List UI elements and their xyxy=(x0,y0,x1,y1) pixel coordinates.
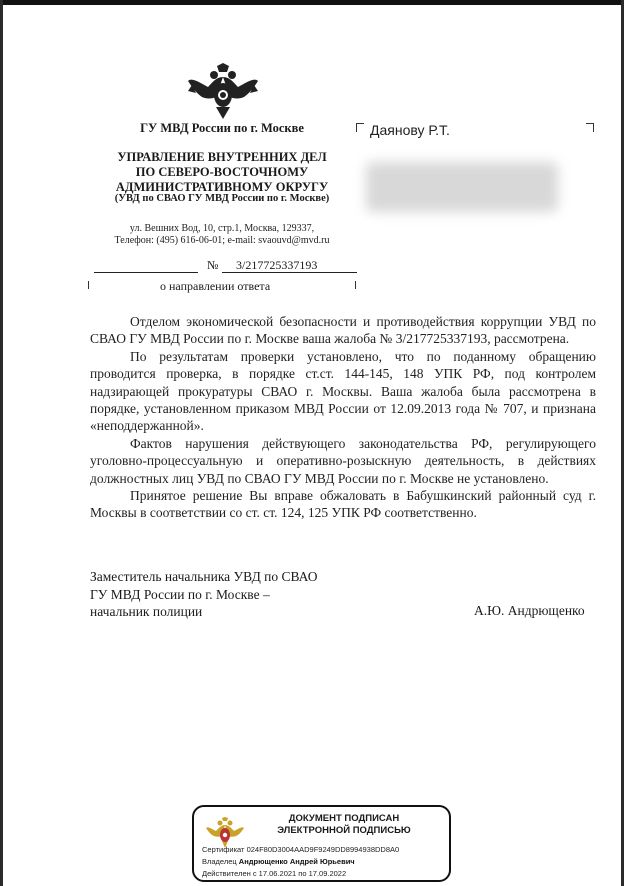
electronic-signature-stamp xyxy=(192,805,451,882)
owner-row xyxy=(202,857,355,866)
certificate-label: Сертификат xyxy=(202,845,245,854)
address-corner-mark xyxy=(356,123,357,132)
reference-corner-mark xyxy=(355,281,356,289)
number-sign: № xyxy=(207,258,219,272)
office-name-line: АДМИНИСТРАТИВНОМУ ОКРУГУ xyxy=(115,180,329,194)
owner-label: Владелец xyxy=(202,857,237,866)
signer-position-line: начальник полиции xyxy=(90,604,203,619)
office-address xyxy=(72,223,372,247)
address-line: ул. Вешних Вод, 10, стр.1, Москва, 129337, xyxy=(129,223,315,234)
body-paragraph: По результатам проверки установлено, что по поданному обращению проводится проверка, в порядке ст.ст. 144-145, 148 УПК РФ, под контролем надзирающей прокуратуры СВАО г. Москвы. Ваша жалоба была рассмотрена в порядке, установленном приказом МВД России от 12.09.2013 года № 707, и признана «неподдержанной». xyxy=(90,348,596,434)
owner-value: Андрющенко Андрей Юрьевич xyxy=(238,857,355,866)
registration-number: 3/217725337193 xyxy=(236,258,318,272)
signer-position-line: Заместитель начальника УВД по СВАО xyxy=(90,569,318,584)
ministry-name: ГУ МВД России по г. Москве xyxy=(140,121,304,135)
left-border xyxy=(0,0,3,886)
reference-corner-mark xyxy=(88,281,89,289)
signature-title xyxy=(244,813,444,837)
letter-body xyxy=(90,313,596,522)
signer-name: А.Ю. Андрющенко xyxy=(474,603,585,618)
body-paragraph: Принятое решение Вы вправе обжаловать в Бабушкинский районный суд г. Москвы в соответствии со ст. ст. 124, 125 УПК РФ соответственно. xyxy=(90,488,596,521)
number-line xyxy=(222,272,357,273)
address-corner-mark xyxy=(593,123,594,132)
validity-row: Действителен с 17.06.2021 по 17.09.2022 xyxy=(202,869,347,878)
response-note: о направлении ответа xyxy=(160,279,271,293)
contact-line: Телефон: (495) 616-06-01; e-mail: svaouvd@mvd.ru xyxy=(114,235,330,246)
certificate-value: 024F80D3004AAD9F9249DD8994938DD8A0 xyxy=(246,845,400,854)
signature-title-line: ДОКУМЕНТ ПОДПИСАН xyxy=(288,813,400,824)
signer-position xyxy=(90,568,318,621)
office-name xyxy=(72,150,372,195)
double-headed-eagle-icon xyxy=(186,63,260,121)
body-paragraph: Фактов нарушения действующего законодательства РФ, регулирующего уголовно-процессуальную и оперативно-розыскную деятельность, в действиях должностных лиц УВД по СВАО ГУ МВД России по г. Москве не установлено. xyxy=(90,435,596,486)
office-name-line: УПРАВЛЕНИЕ ВНУТРЕННИХ ДЕЛ xyxy=(117,150,327,164)
date-blank-line xyxy=(94,272,198,273)
redacted-address xyxy=(366,162,558,212)
address-corner-mark xyxy=(356,123,364,124)
body-paragraph: Отделом экономической безопасности и противодействия коррупции УВД по СВАО ГУ МВД России по г. Москве ваша жалоба № 3/217725337193, рассмотрена. xyxy=(90,314,596,347)
certificate-row xyxy=(202,845,399,854)
signature-title-line: ЭЛЕКТРОННОЙ ПОДПИСЬЮ xyxy=(277,825,411,836)
recipient-name: Даянову Р.Т. xyxy=(370,122,450,138)
top-border xyxy=(0,0,624,5)
signer-position-line: ГУ МВД России по г. Москве – xyxy=(90,586,270,602)
office-name-line: ПО СЕВЕРО-ВОСТОЧНОМУ xyxy=(135,165,309,179)
office-abbreviation: (УВД по СВАО ГУ МВД России по г. Москве) xyxy=(114,193,330,204)
